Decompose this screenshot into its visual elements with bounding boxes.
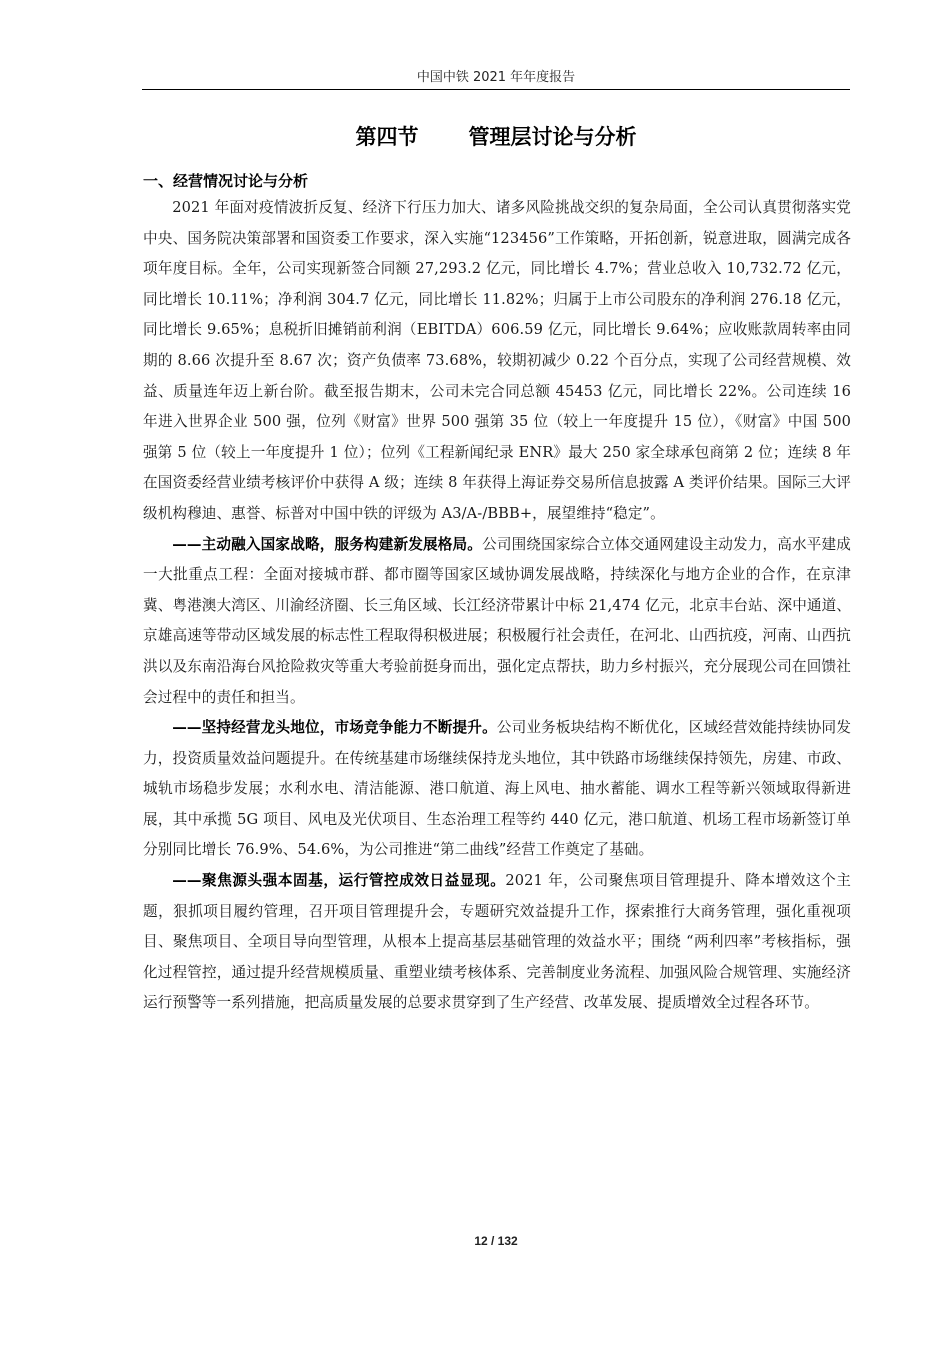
header-divider [142, 89, 850, 90]
paragraph-lead: ——聚焦源头强本固基，运行管控成效日益显现。 [172, 872, 506, 890]
paragraph-market-position [143, 713, 851, 866]
paragraph-text: 2021 年面对疫情波折反复、经济下行压力加大、诸多风险挑战交织的复杂局面，全公司认真贯彻落实党中央、国务院决策部署和国资委工作要求，深入实施“123456”工作策略，开拓创新，锐意进取，圆满完成各项年度目标。全年，公司实现新签合同额 27,293.2 亿元，同比增长 4.7%；营业总收入 10,732.72 亿元，同比增长 10.11%；净利润 304.7 亿元，同比增长 11.82%；归属于上市公司股东的净利润 276.18 亿元，同比增长 9.65%；息税折旧摊销前利润（EBITDA）606.59 亿元，同比增长 9.64%；应收账款周转率由同期的 8.66 次提升至 8.67 次；资产负债率 73.68%，较期初减少 0.22 个百分点，实现了公司经营规模、效益、质量连年迈上新台阶。截至报告期末，公司未完合同总额 45453 亿元，同比增长 22%。公司连续 16 年进入世界企业 500 强，位列《财富》世界 500 强第 35 位（较上一年度提升 15 位），《财富》中国 500 强第 5 位（较上一年度提升 1 位）；位列《工程新闻纪录 ENR》最大 250 家全球承包商第 2 位；连续 8 年在国资委经营业绩考核评价中获得 A 级；连续 8 年获得上海证券交易所信息披露 A 类评价结果。国际三大评级机构穆迪、惠誉、标普对中国中铁的评级为 A3/A-/BBB+，展望维持“稳定”。 [143, 199, 851, 522]
paragraph-lead: ——坚持经营龙头地位，市场竞争能力不断提升。 [172, 719, 497, 737]
section-title [142, 122, 850, 152]
paragraph-text: 公司围绕国家综合立体交通网建设主动发力，高水平建成一大批重点工程：全面对接城市群、都市圈等国家区域协调发展战略，持续深化与地方企业的合作，在京津冀、粤港澳大湾区、川渝经济圈、长三角区域、长江经济带累计中标 21,474 亿元，北京丰台站、深中通道、京雄高速等带动区域发展的标志性工程取得积极进展；积极履行社会责任，在河北、山西抗疫，河南、山西抗洪以及东南沿海台风抢险救灾等重大考验前挺身而出，强化定点帮扶，助力乡村振兴，充分展现公司在回馈社会过程中的责任和担当。 [143, 535, 851, 706]
paragraph-overview [143, 193, 851, 530]
section-number: 第四节 [355, 125, 419, 149]
subsection-heading: 一、经营情况讨论与分析 [143, 172, 309, 190]
paragraph-operations-control [143, 866, 851, 1019]
body-text [143, 193, 851, 1019]
page-number: 12 / 132 [474, 1234, 518, 1248]
paragraph-text: 2021 年，公司聚焦项目管理提升、降本增效这个主题，狠抓项目履约管理，召开项目管理提升会，专题研究效益提升工作，探索推行大商务管理，强化重视项目、聚焦项目、全项目导向型管理，从根本上提高基层基础管理的效益水平；围绕 “两利四率”考核指标，强化过程管控，通过提升经营规模质量、重塑业绩考核体系、完善制度业务流程、加强风险合规管理、实施经济运行预警等一系列措施，把高质量发展的总要求贯穿到了生产经营、改革发展、提质增效全过程各环节。 [143, 872, 852, 1012]
page-header: 中国中铁 2021 年年度报告 [416, 70, 576, 85]
paragraph-lead: ——主动融入国家战略，服务构建新发展格局。 [172, 535, 483, 553]
paragraph-national-strategy [143, 530, 851, 714]
section-name: 管理层讨论与分析 [468, 125, 637, 149]
paragraph-text: 公司业务板块结构不断优化，区域经营效能持续协同发力，投资质量效益问题提升。在传统基建市场继续保持龙头地位，其中铁路市场继续保持领先，房建、市政、城轨市场稳步发展；水利水电、清洁能源、港口航道、海上风电、抽水蓄能、调水工程等新兴领域取得新进展，其中承揽 5G 项目、风电及光伏项目、生态治理工程等约 440 亿元，港口航道、机场工程市场新签订单分别同比增长 76.9%、54.6%，为公司推进“第二曲线”经营工作奠定了基础。 [143, 719, 852, 859]
